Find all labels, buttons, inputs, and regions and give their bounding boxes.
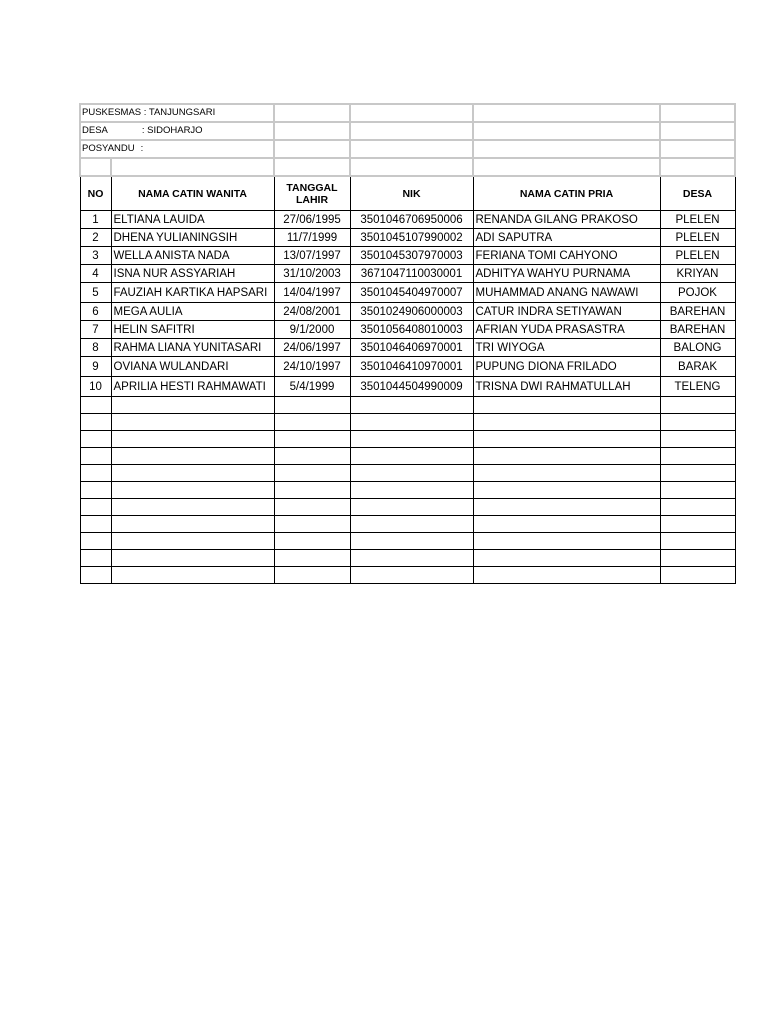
table-row: [80, 339, 735, 357]
empty-table-row: [80, 431, 735, 448]
cell-tanggal-lahir[interactable]: 13/07/1997: [274, 247, 350, 265]
empty-table-row: [80, 397, 735, 414]
cell-no[interactable]: 2: [80, 229, 111, 247]
spacer-row: [80, 158, 735, 176]
cell-desa[interactable]: BARAK: [660, 357, 735, 377]
cell-nik[interactable]: 3501056408010003: [350, 321, 473, 339]
empty-cell[interactable]: [473, 533, 660, 550]
empty-cell[interactable]: [111, 516, 274, 533]
empty-cell[interactable]: [350, 158, 473, 176]
cell-nama-wanita[interactable]: HELIN SAFITRI: [111, 321, 274, 339]
empty-cell[interactable]: [274, 414, 350, 431]
desa-info-cell[interactable]: [80, 122, 274, 140]
cell-desa[interactable]: TELENG: [660, 377, 735, 397]
empty-cell[interactable]: [111, 158, 274, 176]
table-row: [80, 357, 735, 377]
empty-cell[interactable]: [660, 567, 735, 584]
empty-cell[interactable]: [80, 482, 111, 499]
table-row: [80, 303, 735, 321]
cell-tanggal-lahir[interactable]: 27/06/1995: [274, 211, 350, 229]
table-row: [80, 377, 735, 397]
cell-nama-wanita[interactable]: OVIANA WULANDARI: [111, 357, 274, 377]
empty-cell[interactable]: [274, 465, 350, 482]
empty-cell[interactable]: [473, 499, 660, 516]
posyandu-label: POSYANDU: [82, 143, 135, 154]
empty-cell[interactable]: [473, 140, 660, 158]
empty-cell[interactable]: [274, 431, 350, 448]
puskesmas-row: [80, 104, 735, 122]
col-header-nik[interactable]: NIK: [350, 176, 473, 211]
cell-nik[interactable]: 3501045404970007: [350, 283, 473, 303]
empty-cell[interactable]: [350, 516, 473, 533]
empty-cell[interactable]: [660, 140, 735, 158]
col-header-no[interactable]: NO: [80, 176, 111, 211]
empty-cell[interactable]: [80, 448, 111, 465]
empty-table-row: [80, 482, 735, 499]
empty-cell[interactable]: [473, 482, 660, 499]
empty-table-row: [80, 550, 735, 567]
empty-cell[interactable]: [473, 448, 660, 465]
cell-tanggal-lahir[interactable]: 11/7/1999: [274, 229, 350, 247]
cell-nama-wanita[interactable]: DHENA YULIANINGSIH: [111, 229, 274, 247]
empty-cell[interactable]: [111, 567, 274, 584]
empty-cell[interactable]: [660, 448, 735, 465]
empty-table-row: [80, 499, 735, 516]
empty-cell[interactable]: [111, 431, 274, 448]
cell-nama-wanita[interactable]: ISNA NUR ASSYARIAH: [111, 265, 274, 283]
empty-cell[interactable]: [350, 499, 473, 516]
empty-cell[interactable]: [473, 465, 660, 482]
cell-nama-pria[interactable]: MUHAMMAD ANANG NAWAWI: [473, 283, 660, 303]
empty-cell[interactable]: [274, 533, 350, 550]
cell-desa[interactable]: PLELEN: [660, 211, 735, 229]
empty-cell[interactable]: [350, 567, 473, 584]
col-header-desa[interactable]: DESA: [660, 176, 735, 211]
cell-tanggal-lahir[interactable]: 14/04/1997: [274, 283, 350, 303]
cell-nama-wanita[interactable]: MEGA AULIA: [111, 303, 274, 321]
empty-table-row: [80, 448, 735, 465]
empty-cell[interactable]: [350, 104, 473, 122]
table-row: [80, 321, 735, 339]
cell-nama-wanita[interactable]: WELLA ANISTA NADA: [111, 247, 274, 265]
empty-cell[interactable]: [111, 482, 274, 499]
empty-table-row: [80, 567, 735, 584]
empty-cell[interactable]: [111, 499, 274, 516]
empty-cell[interactable]: [111, 448, 274, 465]
table-row: [80, 265, 735, 283]
empty-table-row: [80, 516, 735, 533]
empty-cell[interactable]: [350, 482, 473, 499]
empty-cell[interactable]: [473, 397, 660, 414]
cell-nama-pria[interactable]: RENANDA GILANG PRAKOSO: [473, 211, 660, 229]
empty-cell[interactable]: [111, 533, 274, 550]
desa-row: [80, 122, 735, 140]
empty-cell[interactable]: [473, 414, 660, 431]
empty-cell[interactable]: [473, 158, 660, 176]
empty-cell[interactable]: [350, 140, 473, 158]
table-row: [80, 247, 735, 265]
cell-no[interactable]: 9: [80, 357, 111, 377]
empty-cell[interactable]: [350, 550, 473, 567]
cell-no[interactable]: 5: [80, 283, 111, 303]
empty-cell[interactable]: [274, 516, 350, 533]
cell-nama-wanita[interactable]: RAHMA LIANA YUNITASARI: [111, 339, 274, 357]
empty-cell[interactable]: [80, 431, 111, 448]
empty-cell[interactable]: [660, 482, 735, 499]
cell-nama-wanita[interactable]: APRILIA HESTI RAHMAWATI: [111, 377, 274, 397]
empty-cell[interactable]: [274, 482, 350, 499]
empty-cell[interactable]: [660, 104, 735, 122]
empty-cell[interactable]: [274, 499, 350, 516]
col-header-nama-pria[interactable]: NAMA CATIN PRIA: [473, 176, 660, 211]
empty-cell[interactable]: [111, 465, 274, 482]
cell-nama-wanita[interactable]: FAUZIAH KARTIKA HAPSARI: [111, 283, 274, 303]
cell-nama-pria[interactable]: TRI WIYOGA: [473, 339, 660, 357]
empty-cell[interactable]: [350, 414, 473, 431]
empty-cell[interactable]: [660, 158, 735, 176]
empty-cell[interactable]: [274, 158, 350, 176]
cell-nik[interactable]: 3501044504990009: [350, 377, 473, 397]
cell-desa[interactable]: BAREHAN: [660, 321, 735, 339]
cell-nama-pria[interactable]: CATUR INDRA SETIYAWAN: [473, 303, 660, 321]
empty-cell[interactable]: [274, 550, 350, 567]
cell-no[interactable]: 3: [80, 247, 111, 265]
desa-value: : SIDOHARJO: [141, 125, 203, 136]
cell-nik[interactable]: 3501024906000003: [350, 303, 473, 321]
cell-no[interactable]: 1: [80, 211, 111, 229]
cell-no[interactable]: 10: [80, 377, 111, 397]
empty-cell[interactable]: [660, 465, 735, 482]
empty-cell[interactable]: [660, 516, 735, 533]
cell-tanggal-lahir[interactable]: 24/06/1997: [274, 339, 350, 357]
cell-nama-pria[interactable]: ADHITYA WAHYU PURNAMA: [473, 265, 660, 283]
cell-nama-pria[interactable]: TRISNA DWI RAHMATULLAH: [473, 377, 660, 397]
cell-desa[interactable]: BALONG: [660, 339, 735, 357]
empty-cell[interactable]: [660, 122, 735, 140]
cell-desa[interactable]: PLELEN: [660, 247, 735, 265]
empty-cell[interactable]: [274, 140, 350, 158]
posyandu-row: [80, 140, 735, 158]
empty-cell[interactable]: [350, 431, 473, 448]
cell-desa[interactable]: PLELEN: [660, 229, 735, 247]
empty-cell[interactable]: [80, 533, 111, 550]
empty-cell[interactable]: [80, 550, 111, 567]
empty-cell[interactable]: [473, 104, 660, 122]
empty-cell[interactable]: [274, 122, 350, 140]
empty-cell[interactable]: [80, 158, 111, 176]
empty-cell[interactable]: [660, 431, 735, 448]
empty-cell[interactable]: [660, 414, 735, 431]
cell-desa[interactable]: POJOK: [660, 283, 735, 303]
cell-nik[interactable]: 3501046410970001: [350, 357, 473, 377]
empty-cell[interactable]: [274, 397, 350, 414]
cell-tanggal-lahir[interactable]: 9/1/2000: [274, 321, 350, 339]
cell-nik[interactable]: 3671047110030001: [350, 265, 473, 283]
column-header-row: [80, 176, 735, 211]
empty-cell[interactable]: [660, 397, 735, 414]
empty-cell[interactable]: [80, 397, 111, 414]
col-header-tanggal-lahir[interactable]: TANGGAL LAHIR: [274, 176, 350, 211]
header-info-block: [80, 104, 735, 176]
cell-nama-pria[interactable]: FERIANA TOMI CAHYONO: [473, 247, 660, 265]
cell-nik[interactable]: 3501046706950006: [350, 211, 473, 229]
empty-cell[interactable]: [80, 516, 111, 533]
cell-nik[interactable]: 3501045107990002: [350, 229, 473, 247]
empty-cell[interactable]: [111, 550, 274, 567]
cell-nama-pria[interactable]: PUPUNG DIONA FRILADO: [473, 357, 660, 377]
cell-nama-pria[interactable]: AFRIAN YUDA PRASASTRA: [473, 321, 660, 339]
table-row: [80, 229, 735, 247]
cell-nama-pria[interactable]: ADI SAPUTRA: [473, 229, 660, 247]
empty-table-row: [80, 533, 735, 550]
spreadsheet-sheet: [79, 103, 734, 584]
empty-cell[interactable]: [660, 550, 735, 567]
cell-desa[interactable]: KRIYAN: [660, 265, 735, 283]
puskesmas-label[interactable]: PUSKESMAS : TANJUNGSARI: [80, 104, 274, 122]
col-header-nama-wanita[interactable]: NAMA CATIN WANITA: [111, 176, 274, 211]
posyandu-info-cell[interactable]: [80, 140, 274, 158]
empty-cell[interactable]: [350, 397, 473, 414]
cell-tanggal-lahir[interactable]: 24/10/1997: [274, 357, 350, 377]
empty-cell[interactable]: [350, 448, 473, 465]
cell-tanggal-lahir[interactable]: 24/08/2001: [274, 303, 350, 321]
empty-cell[interactable]: [111, 414, 274, 431]
cell-no[interactable]: 8: [80, 339, 111, 357]
cell-no[interactable]: 7: [80, 321, 111, 339]
posyandu-separator: :: [140, 143, 144, 154]
table-row: [80, 211, 735, 229]
empty-cell[interactable]: [473, 550, 660, 567]
desa-label: DESA: [82, 125, 108, 136]
empty-table-row: [80, 414, 735, 431]
cell-desa[interactable]: BAREHAN: [660, 303, 735, 321]
empty-cell[interactable]: [473, 567, 660, 584]
cell-no[interactable]: 4: [80, 265, 111, 283]
empty-cell[interactable]: [80, 499, 111, 516]
empty-cell[interactable]: [274, 567, 350, 584]
cell-tanggal-lahir[interactable]: 31/10/2003: [274, 265, 350, 283]
cell-nik[interactable]: 3501046406970001: [350, 339, 473, 357]
data-grid: [80, 176, 735, 584]
empty-cell[interactable]: [350, 533, 473, 550]
empty-cell[interactable]: [274, 104, 350, 122]
cell-tanggal-lahir[interactable]: 5/4/1999: [274, 377, 350, 397]
empty-cell[interactable]: [660, 533, 735, 550]
cell-no[interactable]: 6: [80, 303, 111, 321]
empty-cell[interactable]: [350, 465, 473, 482]
empty-cell[interactable]: [473, 122, 660, 140]
empty-cell[interactable]: [473, 431, 660, 448]
table-row: [80, 283, 735, 303]
empty-cell[interactable]: [80, 414, 111, 431]
empty-cell[interactable]: [350, 122, 473, 140]
empty-table-row: [80, 465, 735, 482]
empty-cell[interactable]: [274, 448, 350, 465]
empty-cell[interactable]: [111, 397, 274, 414]
empty-cell[interactable]: [660, 499, 735, 516]
cell-nama-wanita[interactable]: ELTIANA LAUIDA: [111, 211, 274, 229]
empty-cell[interactable]: [80, 567, 111, 584]
cell-nik[interactable]: 3501045307970003: [350, 247, 473, 265]
empty-cell[interactable]: [473, 516, 660, 533]
empty-cell[interactable]: [80, 465, 111, 482]
catin-table: [79, 103, 736, 584]
